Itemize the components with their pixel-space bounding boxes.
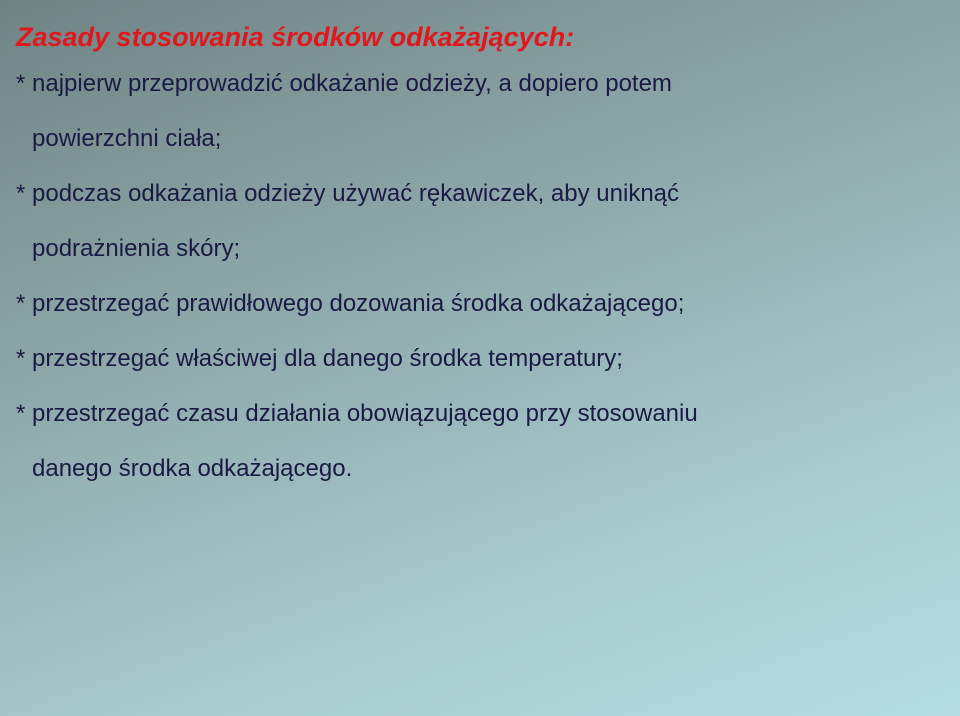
bullet-line-3: * przestrzegać prawidłowego dozowania środka odkażającego; <box>16 290 685 317</box>
bullet-line-1-continuation: powierzchni ciała; <box>32 125 222 152</box>
slide-title: Zasady stosowania środków odkażających: <box>16 22 575 52</box>
bullet-line-1: * najpierw przeprowadzić odkażanie odzieży, a dopiero potem <box>16 70 672 97</box>
bullet-line-5: * przestrzegać czasu działania obowiązującego przy stosowaniu <box>16 400 698 427</box>
bullet-line-2: * podczas odkażania odzieży używać rękawiczek, aby uniknąć <box>16 180 680 207</box>
slide-content <box>16 70 946 510</box>
bullet-line-2-continuation: podrażnienia skóry; <box>32 235 241 262</box>
bullet-line-4: * przestrzegać właściwej dla danego środka temperatury; <box>16 345 623 372</box>
bullet-line-5-continuation: danego środka odkażającego. <box>32 455 353 482</box>
